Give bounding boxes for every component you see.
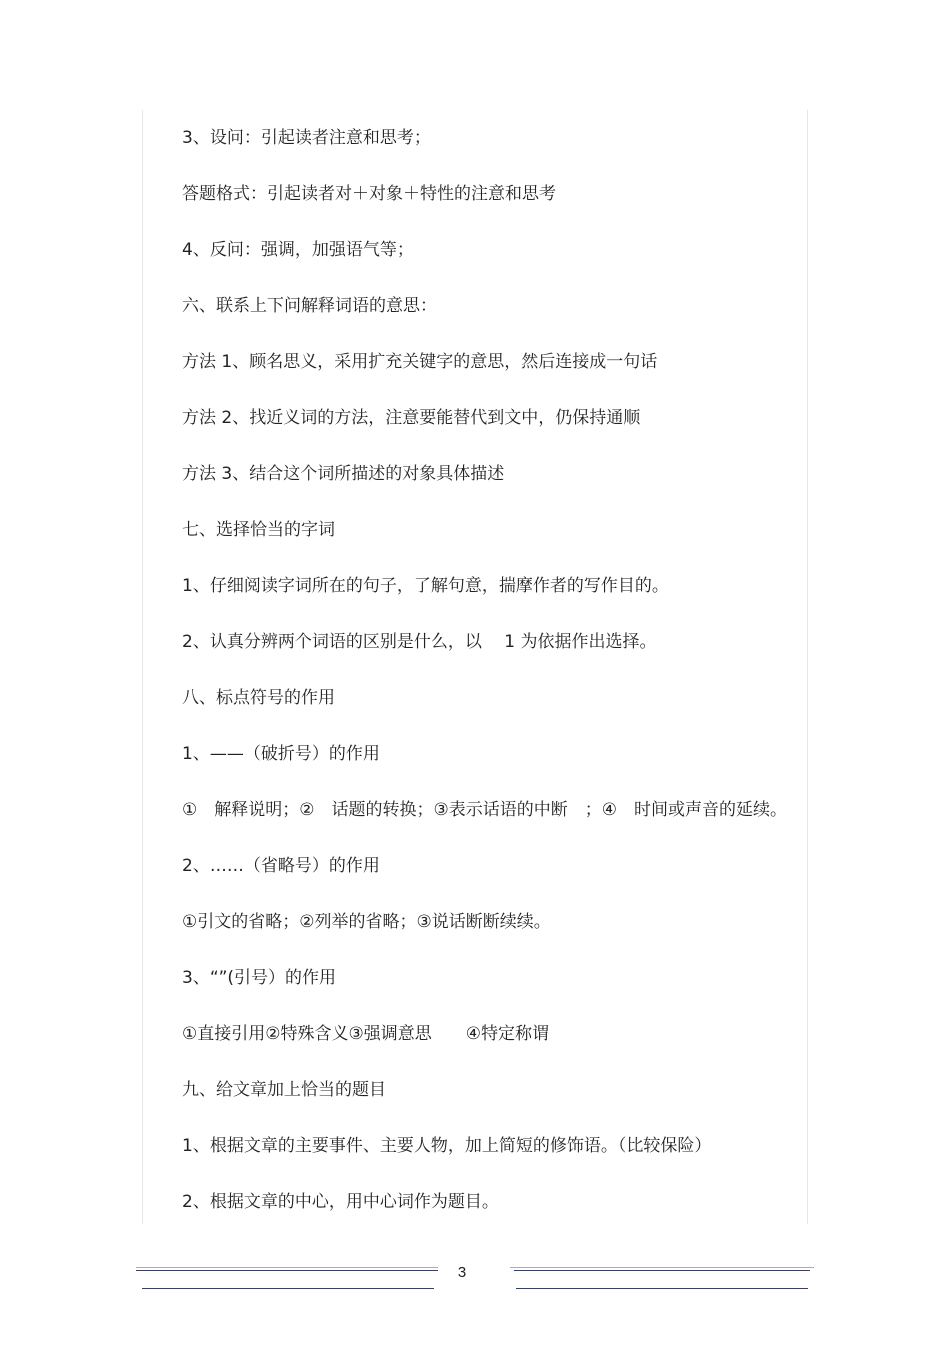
footer-rule-right-mid bbox=[514, 1270, 810, 1271]
footer-rule-right-bottom bbox=[516, 1288, 808, 1289]
page-footer bbox=[0, 1258, 950, 1298]
footer-rule-right-top bbox=[510, 1267, 814, 1268]
page-number: 3 bbox=[457, 1264, 467, 1281]
text-line: 4、反问：强调，加强语气等； bbox=[182, 240, 414, 260]
footer-rule-left-top bbox=[136, 1267, 438, 1268]
text-line: 3、设问：引起读者注意和思考； bbox=[182, 128, 431, 148]
text-line: 方法 1、顾名思义，采用扩充关键字的意思，然后连接成一句话 bbox=[182, 352, 658, 372]
text-line: ①引文的省略；②列举的省略；③说话断断续续。 bbox=[182, 912, 551, 932]
text-line: 方法 2、找近义词的方法，注意要能替代到文中，仍保持通顺 bbox=[182, 408, 641, 428]
document-body bbox=[182, 124, 822, 1244]
text-line: 1、仔细阅读字词所在的句子，了解句意，揣摩作者的写作目的。 bbox=[182, 576, 669, 596]
text-line: 方法 3、结合这个词所描述的对象具体描述 bbox=[182, 464, 505, 484]
text-line: 1、根据文章的主要事件、主要人物，加上简短的修饰语。（比较保险） bbox=[182, 1136, 712, 1156]
section-heading: 六、联系上下问解释词语的意思： bbox=[182, 296, 437, 316]
section-heading: 八、标点符号的作用 bbox=[182, 688, 335, 708]
section-heading: 九、给文章加上恰当的题目 bbox=[182, 1080, 386, 1100]
text-line: ① 解释说明；② 话题的转换；③表示话语的中断 ；④ 时间或声音的延续。 bbox=[182, 800, 787, 820]
text-line: 3、“”(引号）的作用 bbox=[182, 968, 337, 988]
text-line: ①直接引用②特殊含义③强调意思 ④特定称谓 bbox=[182, 1024, 549, 1044]
text-line: 2、根据文章的中心，用中心词作为题目。 bbox=[182, 1192, 499, 1212]
footer-rule-left-mid bbox=[136, 1270, 438, 1271]
text-line: 2、认真分辨两个词语的区别是什么，以 1 为依据作出选择。 bbox=[182, 632, 657, 652]
text-line: 2、……（省略号）的作用 bbox=[182, 856, 380, 876]
section-heading: 七、选择恰当的字词 bbox=[182, 520, 335, 540]
text-line: 答题格式：引起读者对＋对象＋特性的注意和思考 bbox=[182, 184, 556, 204]
footer-rule-left-bottom bbox=[142, 1288, 434, 1289]
text-line: 1、——（破折号）的作用 bbox=[182, 744, 380, 764]
